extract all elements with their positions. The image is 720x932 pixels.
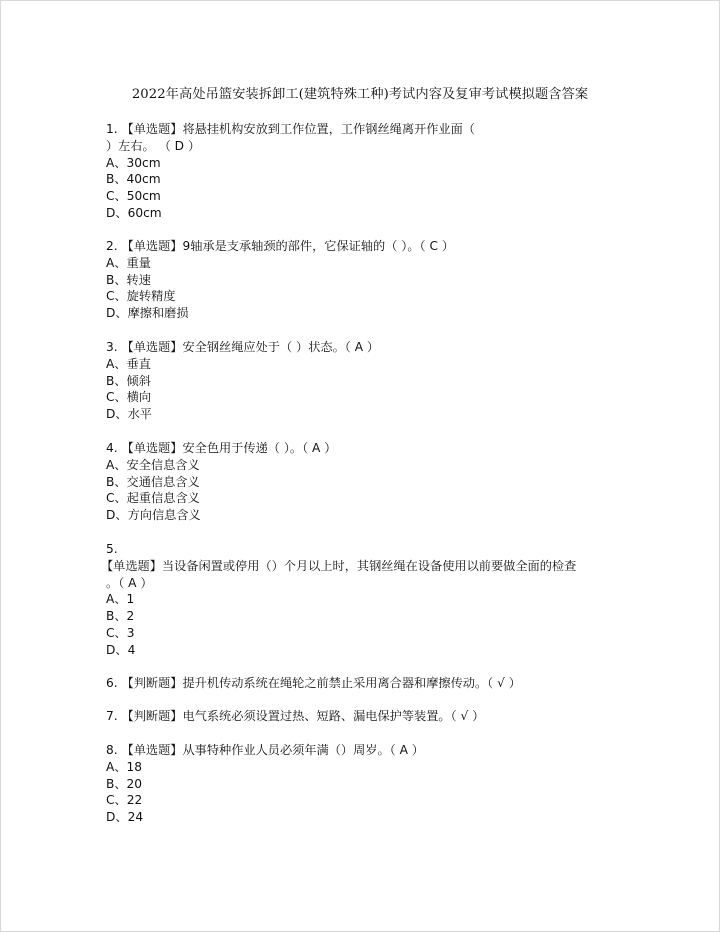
question-1 (106, 121, 626, 222)
question-4-option-b: B、交通信息含义 (106, 474, 200, 489)
question-1-option-c: C、50cm (106, 189, 161, 204)
question-3 (106, 339, 626, 423)
document-title: 2022年高处吊篮安装拆卸工(建筑特殊工种)考试内容及复审考试模拟题含答案 (131, 87, 589, 102)
question-5-option-a: A、1 (106, 592, 135, 607)
question-6-stem-line-1: 6. 【判断题】提升机传动系统在绳轮之前禁止采用离合器和摩擦传动。（ √ ） (106, 676, 521, 690)
question-2-option-d: D、摩擦和磨损 (106, 306, 189, 321)
question-8-option-c: C、22 (106, 793, 143, 808)
question-3-option-a: A、垂直 (106, 356, 151, 371)
question-5-stem-line-2: 。（ A ） (106, 575, 153, 590)
question-2-option-a: A、重量 (106, 255, 151, 270)
question-5-stem-line-1: 【单选题】当设备闲置或停用（）个月以上时，其钢丝绳在设备使用以前要做全面的检查 (101, 558, 577, 573)
question-3-option-d: D、水平 (106, 407, 152, 422)
question-1-stem-line-2: ）左右。 （ D ） (106, 138, 201, 153)
question-5-option-d: D、4 (106, 642, 136, 657)
question-7 (106, 708, 626, 725)
question-6 (106, 675, 626, 692)
question-8 (106, 742, 626, 826)
question-4 (106, 440, 626, 524)
question-2-stem-line-1: 2. 【单选题】9轴承是支承轴颈的部件，它保证轴的（ ）。（ C ） (106, 239, 455, 253)
question-1-option-d: D、60cm (106, 205, 162, 220)
question-1-option-b: B、40cm (106, 172, 161, 187)
question-4-option-d: D、方向信息含义 (106, 508, 201, 523)
question-4-stem-line-1: 4. 【单选题】安全色用于传递（ ）。（ A ） (106, 441, 337, 455)
question-7-stem-line-1: 7. 【判断题】电气系统必须设置过热、短路、漏电保护等装置。（ √ ） (106, 709, 485, 723)
question-2-option-b: B、转速 (106, 272, 151, 287)
question-1-stem-line-1: 1. 【单选题】将悬挂机构安放到工作位置，工作钢丝绳离开作业面（ (106, 122, 475, 136)
question-8-option-d: D、24 (106, 810, 144, 825)
question-5-option-b: B、2 (106, 609, 135, 624)
question-5 (101, 541, 626, 659)
question-4-option-a: A、安全信息含义 (106, 457, 200, 472)
question-3-stem-line-1: 3. 【单选题】安全钢丝绳应处于（ ）状态。（ A ） (106, 340, 380, 354)
question-8-stem-line-1: 8. 【单选题】从事特种作业人员必须年满（）周岁。（ A ） (106, 743, 424, 757)
question-8-option-b: B、20 (106, 776, 143, 791)
question-5-number: 5. (106, 542, 118, 556)
question-5-option-c: C、3 (106, 625, 135, 640)
question-1-option-a: A、30cm (106, 155, 161, 170)
question-2-option-c: C、旋转精度 (106, 289, 176, 304)
question-3-option-c: C、横向 (106, 390, 152, 405)
question-8-option-a: A、18 (106, 759, 143, 774)
question-3-option-b: B、倾斜 (106, 373, 151, 388)
question-2 (106, 238, 626, 322)
question-4-option-c: C、起重信息含义 (106, 491, 200, 506)
